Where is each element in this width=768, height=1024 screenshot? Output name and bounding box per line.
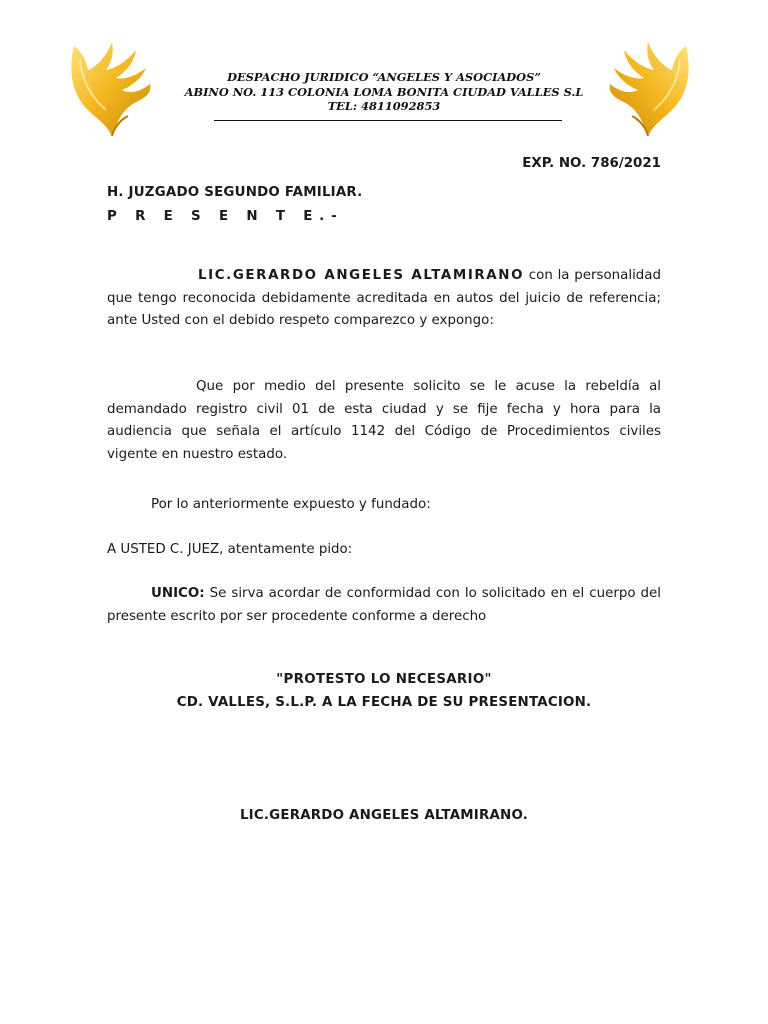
- wing-right-graphic: [604, 40, 694, 145]
- firm-phone: TEL: 4811092853: [327, 99, 441, 113]
- firm-name: DESPACHO JURIDICO “ANGELES Y ASOCIADOS”: [227, 70, 541, 84]
- unico-paragraph: [107, 583, 661, 628]
- intro-text: con la personalidad que tengo reconocida debidamente acreditada en autos del juicio de referencia; ante Usted con el debido respeto comparezco y expongo:: [107, 268, 661, 328]
- letterhead-divider: [214, 120, 562, 121]
- attorney-name: LIC.GERARDO ANGELES ALTAMIRANO: [198, 268, 525, 283]
- court-addressee: H. JUZGADO SEGUNDO FAMILIAR.: [107, 185, 363, 200]
- wing-left-graphic: [66, 40, 156, 145]
- unico-label: UNICO:: [151, 586, 205, 601]
- request-text: Que por medio del presente solicito se le acuse la rebeldía al demandado registro civil 01 de esta ciudad y se fije fecha y hora para la audiencia que señala el artículo 1142 del Código de Procedimientos civiles vigente en nuestro estado.: [107, 379, 661, 462]
- intro-paragraph: [107, 265, 661, 333]
- expuesto-paragraph: Por lo anteriormente expuesto y fundado:: [151, 497, 431, 512]
- pido-paragraph: A USTED C. JUEZ, atentamente pido:: [107, 542, 353, 557]
- unico-text: Se sirva acordar de conformidad con lo solicitado en el cuerpo del presente escrito por ser procedente conforme a derecho: [107, 586, 661, 624]
- signature-name: LIC.GERARDO ANGELES ALTAMIRANO.: [239, 808, 529, 823]
- presente-line: P R E S E N T E.-: [107, 209, 344, 224]
- golden-wings-right-icon: [604, 40, 694, 145]
- protesto-line: "PROTESTO LO NECESARIO": [276, 672, 492, 687]
- letterhead: [160, 70, 608, 114]
- golden-wings-left-icon: [66, 40, 156, 145]
- firm-address: ABINO NO. 113 COLONIA LOMA BONITA CIUDAD VALLES S.L: [184, 84, 584, 99]
- place-date-line: CD. VALLES, S.L.P. A LA FECHA DE SU PRESENTACION.: [176, 695, 592, 710]
- exp-number: EXP. NO. 786/2021: [522, 156, 661, 171]
- request-paragraph: [107, 376, 661, 466]
